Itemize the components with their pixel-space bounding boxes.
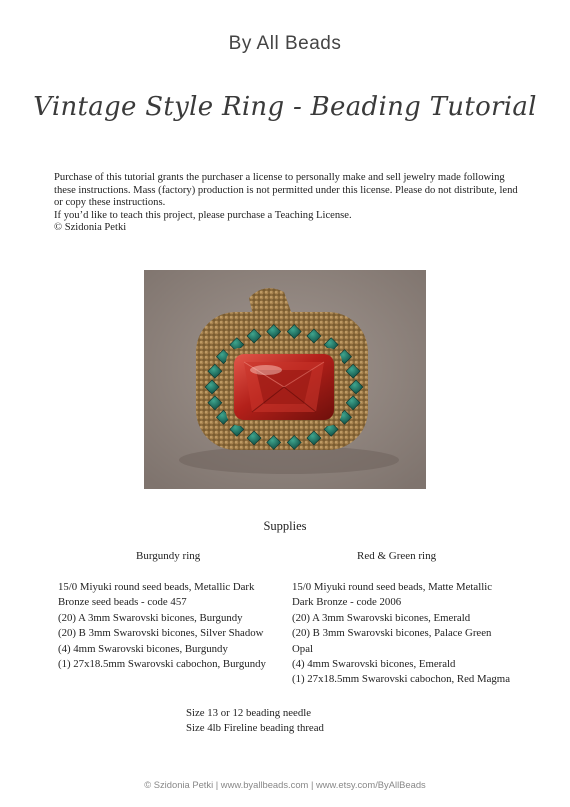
supply-item: 15/0 Miyuki round seed beads, Metallic Dark Bronze seed beads - code 457: [58, 581, 255, 609]
ring-photo: [144, 270, 426, 489]
supplies-heading: Supplies: [263, 519, 307, 533]
ring-shadow: [179, 446, 399, 474]
supply-item: (4) 4mm Swarovski bicones, Emerald: [292, 658, 456, 671]
red-green-supply-list: [292, 580, 514, 688]
supply-item: (20) A 3mm Swarovski bicones, Emerald: [292, 611, 471, 624]
page-title: Vintage Style Ring - Beading Tutorial: [33, 92, 537, 122]
supply-item: (20) A 3mm Swarovski bicones, Burgundy: [58, 611, 243, 624]
supply-item: 15/0 Miyuki round seed beads, Matte Metallic Dark Bronze - code 2006: [292, 581, 493, 609]
burgundy-supply-list: [58, 580, 268, 672]
needle-size: Size 13 or 12 beading needle: [186, 707, 312, 719]
copyright-line: © Szidonia Petki: [54, 222, 127, 234]
supply-item: (20) B 3mm Swarovski bicones, Palace Green Opal: [292, 627, 492, 655]
thread-size: Size 4lb Fireline beading thread: [186, 722, 324, 735]
supply-item: (20) B 3mm Swarovski bicones, Silver Shadow: [58, 627, 264, 640]
supply-item: (4) 4mm Swarovski bicones, Burgundy: [58, 642, 228, 655]
tools-list: [186, 706, 324, 737]
license-notice: [54, 172, 524, 235]
supply-item: (1) 27x18.5mm Swarovski cabochon, Burgundy: [58, 658, 266, 671]
teaching-license-note: If you’d like to teach this project, please purchase a Teaching License.: [54, 209, 352, 221]
supply-item: (1) 27x18.5mm Swarovski cabochon, Red Magma: [292, 673, 510, 686]
burgundy-ring-heading: Burgundy ring: [136, 550, 201, 562]
brand-header: By All Beads: [228, 33, 342, 54]
red-green-ring-heading: Red & Green ring: [357, 550, 437, 562]
license-paragraph: Purchase of this tutorial grants the purchaser a license to personally make and sell jewelry made following these instructions. Mass (factory) production is not permitted under this license. Please do not distribute, lend or copy these instructions.: [54, 172, 518, 209]
page-footer: © Szidonia Petki | www.byallbeads.com | www.etsy.com/ByAllBeads: [144, 779, 426, 790]
